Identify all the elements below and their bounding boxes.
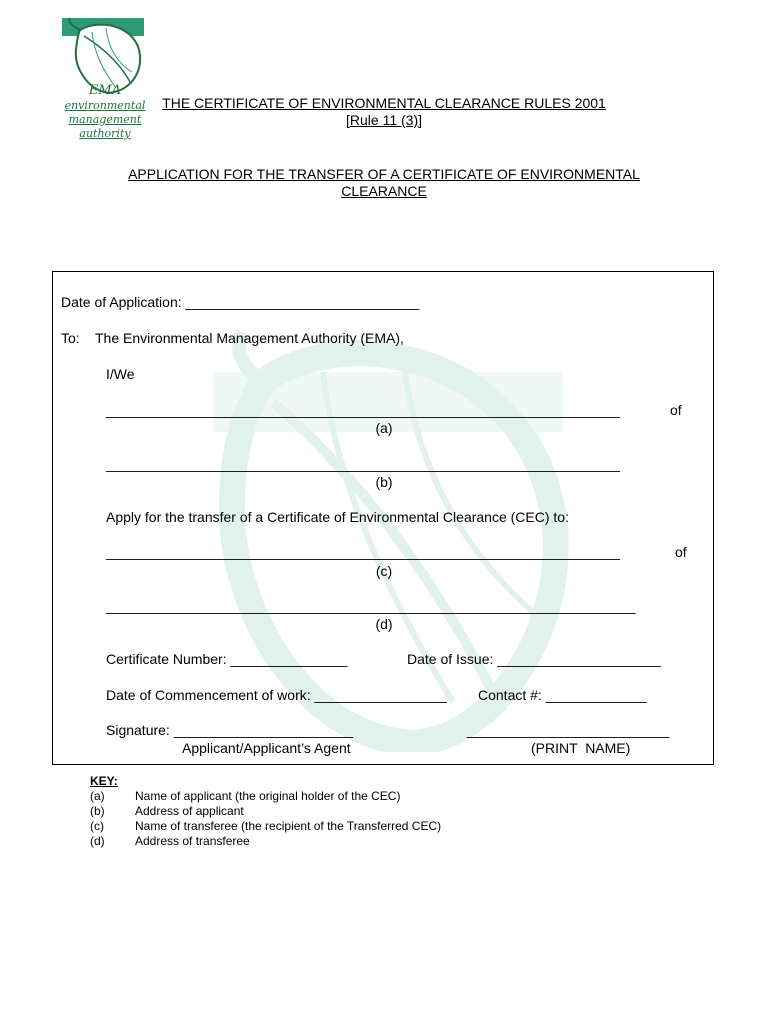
- key-code: (b): [90, 804, 105, 818]
- leaf-watermark-icon: [203, 312, 573, 752]
- logo-text-management: management: [68, 113, 142, 126]
- document-title: THE CERTIFICATE OF ENVIRONMENTAL CLEARANCE RULES 2001: [162, 95, 606, 111]
- print-name-caption: (PRINT NAME): [531, 740, 631, 756]
- addressee: The Environmental Management Authority (EMA),: [95, 330, 404, 346]
- form-subtitle-line2: CLEARANCE: [341, 183, 427, 199]
- signature-field[interactable]: Signature: _______________________: [106, 722, 353, 738]
- key-code: (a): [90, 789, 105, 803]
- label-d: (d): [375, 616, 393, 632]
- print-name-line[interactable]: __________________________: [467, 722, 670, 738]
- transferee-name-line[interactable]: __________________________________________________________________: [106, 544, 620, 560]
- logo-text-environmental: environmental: [64, 99, 146, 112]
- key-text: Name of applicant (the original holder of the CEC): [135, 789, 401, 803]
- of-label: of: [675, 544, 687, 560]
- label-c: (c): [375, 563, 393, 579]
- label-a: (a): [375, 420, 393, 436]
- form-subtitle-line1: APPLICATION FOR THE TRANSFER OF A CERTIFICATE OF ENVIRONMENTAL: [128, 166, 640, 182]
- key-text: Name of transferee (the recipient of the Transferred CEC): [135, 819, 442, 833]
- applicant-name-line[interactable]: __________________________________________________________________: [106, 402, 620, 418]
- applicant-agent-caption: Applicant/Applicant’s Agent: [182, 740, 351, 756]
- key-text: Address of applicant: [135, 804, 244, 818]
- key-text: Address of transferee: [135, 834, 250, 848]
- certificate-number-field[interactable]: Certificate Number: _______________: [106, 651, 348, 667]
- key-code: (c): [90, 819, 104, 833]
- apply-statement: Apply for the transfer of a Certificate of Environmental Clearance (CEC) to:: [106, 509, 569, 525]
- transferee-address-line[interactable]: ____________________________________________________________________: [106, 598, 636, 614]
- logo-text-ema: EMA: [88, 83, 122, 98]
- date-of-application-field[interactable]: Date of Application: ______________________________: [61, 294, 420, 310]
- date-of-issue-field[interactable]: Date of Issue: _____________________: [407, 651, 661, 667]
- to-label: To:: [61, 330, 80, 346]
- of-label: of: [670, 402, 682, 418]
- contact-field[interactable]: Contact #: _____________: [478, 687, 647, 703]
- applicant-address-line[interactable]: __________________________________________________________________: [106, 456, 620, 472]
- logo-text-authority: authority: [79, 127, 131, 140]
- rule-reference: [Rule 11 (3)]: [346, 112, 422, 128]
- date-of-commencement-field[interactable]: Date of Commencement of work: _________________: [106, 687, 447, 703]
- application-form: [52, 271, 714, 765]
- key-title: KEY:: [90, 774, 118, 788]
- i-we-label: I/We: [106, 366, 135, 382]
- label-b: (b): [375, 474, 393, 490]
- key-code: (d): [90, 834, 105, 848]
